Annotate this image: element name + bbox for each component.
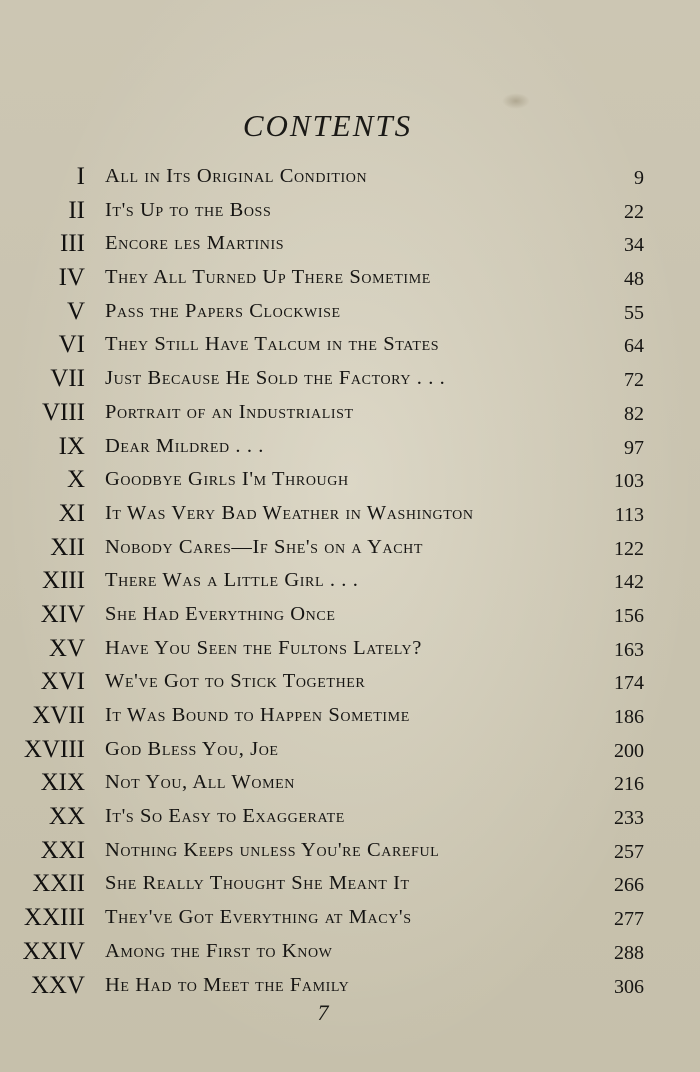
chapter-page-number: 233	[614, 807, 644, 830]
chapter-number: XXII	[32, 870, 85, 898]
chapter-page-number: 306	[614, 975, 644, 998]
chapter-page-number: 82	[624, 402, 644, 425]
chapter-title: God Bless You, Joe	[105, 737, 279, 760]
chapter-page-number: 103	[614, 470, 644, 493]
chapter-title: Pass the Papers Clockwise	[105, 299, 341, 322]
chapter-page-number: 216	[614, 773, 644, 796]
chapter-title: Among the First to Know	[105, 939, 333, 962]
chapter-number: VI	[58, 331, 85, 359]
toc-entry	[0, 463, 700, 497]
chapter-title: He Had to Meet the Family	[105, 973, 350, 996]
chapter-title: It's So Easy to Exaggerate	[105, 805, 345, 828]
toc-entry	[0, 969, 700, 1003]
chapter-number: XIX	[40, 769, 85, 797]
toc-entry	[0, 766, 700, 800]
chapter-number: X	[66, 466, 85, 494]
toc-entry	[0, 261, 700, 295]
chapter-number: XXV	[30, 971, 85, 999]
chapter-page-number: 9	[634, 167, 644, 189]
chapter-number: I	[76, 163, 85, 190]
chapter-number: IV	[58, 264, 85, 292]
chapter-title: It's Up to the Boss	[105, 198, 272, 221]
chapter-number: XIII	[41, 567, 85, 595]
toc-entry	[0, 699, 700, 733]
chapter-title: Portrait of an Industrialist	[105, 400, 354, 423]
toc-entry	[0, 295, 700, 329]
toc-entry	[0, 834, 700, 868]
toc-entry	[0, 362, 700, 396]
chapter-page-number: 156	[614, 604, 644, 627]
toc-entry	[0, 598, 700, 632]
chapter-title: Encore les Martinis	[105, 232, 285, 255]
toc-entry	[0, 328, 700, 362]
chapter-number: XX	[48, 803, 85, 831]
chapter-number: XI	[58, 499, 85, 527]
chapter-number: V	[66, 297, 85, 325]
chapter-title: She Really Thought She Meant It	[105, 872, 410, 895]
toc-entry	[0, 531, 700, 565]
chapter-page-number: 22	[624, 200, 644, 223]
toc-entry	[0, 160, 700, 194]
chapter-title: They All Turned Up There Sometime	[105, 266, 431, 289]
toc-entry	[0, 430, 700, 464]
chapter-number: XXIV	[22, 937, 85, 965]
chapter-title: There Was a Little Girl . . .	[105, 569, 359, 592]
chapter-page-number: 174	[614, 672, 644, 695]
chapter-page-number: 48	[624, 268, 644, 291]
chapter-title: It Was Bound to Happen Sometime	[105, 704, 410, 726]
chapter-page-number: 113	[614, 503, 644, 526]
chapter-number: XVI	[40, 668, 85, 696]
toc-entry	[0, 935, 700, 969]
chapter-page-number: 186	[614, 706, 644, 728]
chapter-title: Nobody Cares—If She's on a Yacht	[105, 535, 424, 558]
chapter-title: They've Got Everything at Macy's	[105, 906, 412, 929]
toc-entry	[0, 800, 700, 834]
toc-entry	[0, 194, 700, 228]
toc-entry	[0, 665, 700, 699]
paper-smudge	[502, 93, 530, 109]
chapter-number: IX	[58, 432, 85, 460]
chapter-title: Dear Mildred . . .	[105, 434, 265, 457]
chapter-page-number: 257	[614, 840, 644, 863]
chapter-title: She Had Everything Once	[105, 602, 336, 625]
chapter-page-number: 277	[614, 908, 644, 931]
contents-heading: CONTENTS	[242, 108, 413, 143]
toc-entry	[0, 867, 700, 901]
toc-entry	[0, 564, 700, 598]
toc-entry	[0, 901, 700, 935]
chapter-page-number: 200	[614, 739, 644, 762]
chapter-page-number: 55	[624, 301, 644, 324]
chapter-title: Just Because He Sold the Factory . . .	[105, 367, 446, 390]
toc-entry	[0, 497, 700, 531]
chapter-title: Nothing Keeps unless You're Careful	[105, 838, 440, 861]
chapter-number: XVIII	[23, 735, 85, 763]
chapter-title: Have You Seen the Fultons Lately?	[105, 636, 422, 659]
chapter-number: XII	[50, 533, 85, 561]
toc-entry	[0, 227, 700, 261]
chapter-number: VIII	[41, 398, 85, 426]
chapter-number: XXI	[40, 836, 85, 864]
chapter-number: XV	[48, 634, 85, 662]
chapter-title: Not You, All Women	[105, 771, 296, 794]
table-of-contents	[0, 160, 700, 1002]
toc-entry	[0, 632, 700, 666]
chapter-title: All in Its Original Condition	[105, 165, 368, 187]
chapter-number: XIV	[40, 600, 85, 628]
chapter-page-number: 122	[614, 537, 644, 560]
toc-entry	[0, 733, 700, 767]
chapter-number: XXIII	[23, 904, 85, 932]
chapter-number: II	[68, 196, 85, 224]
chapter-title: It Was Very Bad Weather in Washington	[105, 501, 474, 524]
chapter-number: III	[60, 230, 85, 258]
page-number: 7	[317, 1000, 329, 1025]
chapter-title: They Still Have Talcum in the States	[105, 333, 440, 356]
chapter-page-number: 142	[614, 571, 644, 594]
chapter-number: VII	[50, 365, 85, 393]
chapter-page-number: 34	[624, 234, 644, 257]
chapter-number: XVII	[32, 702, 85, 729]
chapter-page-number: 72	[624, 369, 644, 392]
chapter-page-number: 64	[624, 335, 644, 358]
chapter-title: We've Got to Stick Together	[105, 670, 366, 693]
chapter-page-number: 288	[614, 941, 644, 964]
chapter-page-number: 163	[614, 638, 644, 661]
chapter-title: Goodbye Girls I'm Through	[105, 468, 349, 491]
toc-entry	[0, 396, 700, 430]
chapter-page-number: 97	[624, 436, 644, 459]
chapter-page-number: 266	[614, 874, 644, 897]
